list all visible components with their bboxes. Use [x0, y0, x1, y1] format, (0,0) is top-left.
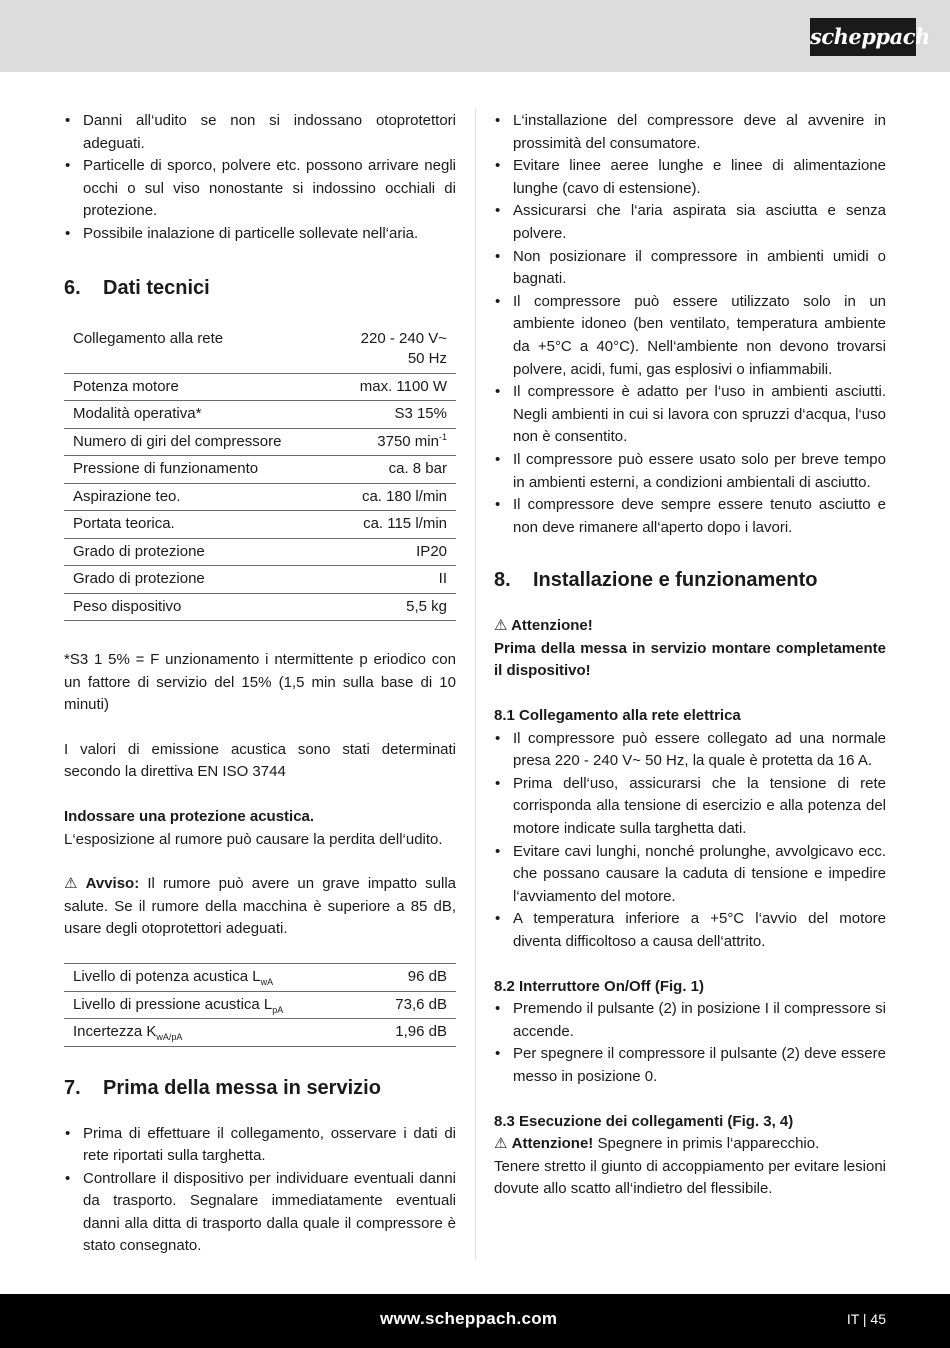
table-row: [64, 1019, 456, 1047]
table-row: [64, 326, 456, 374]
section-number: 6.: [64, 276, 81, 299]
list-item: • L‘installazione del compressore deve al avvenire in prossimità del consumatore.: [494, 110, 886, 155]
list-item: • Prima di effettuare il collegamento, osservare i dati di rete riportati sulla targhetta.: [64, 1123, 456, 1168]
list-item: • Possibile inalazione di particelle sollevate nell‘aria.: [64, 223, 456, 246]
noise-label: [64, 1019, 364, 1047]
spec-label: Aspirazione teo.: [73, 487, 181, 505]
spec-value: max. 1100 W: [359, 377, 447, 395]
section-6-heading: [64, 275, 456, 301]
list-item: • Evitare cavi lunghi, nonché prolunghe, avvolgicavo ecc. che possano causare la caduta di tensione e impedire l‘avviamento del motore.: [494, 841, 886, 909]
left-column: [64, 110, 456, 1258]
attention-text: Prima della messa in servizio montare completamente il dispositivo!: [494, 639, 886, 680]
noise-label-text: Livello di potenza acustica L: [73, 968, 261, 985]
subsection-8-3-text: Tenere stretto il giunto di accoppiamento per evitare lesioni dovute allo scatto all‘indietro del flessibile.: [494, 1157, 886, 1198]
warning-label: Avviso:: [85, 875, 140, 893]
list-item: • Evitare linee aeree lunghe e linee di alimentazione lunghe (cavo di estensione).: [494, 155, 886, 200]
attention-heading: [494, 615, 886, 638]
spec-value-exponent: -1: [438, 431, 447, 442]
warning-text: Il rumore può avere un grave impatto sulla salute. Se il rumore della macchina è superiore a 85 dB, usare degli otoprotettori adeguati.: [64, 875, 456, 938]
noise-warning: [64, 873, 456, 941]
table-row: [64, 566, 456, 594]
operating-mode-footnote: *S3 1 5% = F unzionamento i ntermittente p eriodico con un fattore di servizio del 15% (1,5 min sulla base di 10 minuti): [64, 651, 456, 714]
noise-label-subscript: wA/pA: [156, 1032, 183, 1042]
list-item: • A temperatura inferiore a +5°C l‘avvio del motore diventa difficoltoso a causa dell‘attrito.: [494, 908, 886, 953]
subsection-8-3-attention: [494, 1133, 886, 1156]
spec-label: Numero di giri del compressore: [73, 432, 282, 450]
spec-label: Modalità operativa*: [73, 405, 202, 423]
noise-value: 73,6 dB: [395, 995, 447, 1013]
subsection-8-1-bullet-list: [494, 728, 886, 954]
spec-value-text: 3750 min: [377, 432, 439, 450]
list-item: • Il compressore è adatto per l‘uso in ambienti asciutti. Negli ambienti in cui si lavora con spruzzi d‘acqua, l‘uso non è consentito.: [494, 381, 886, 449]
warning-icon: ⚠: [494, 1135, 508, 1153]
table-row: [64, 456, 456, 484]
table-row: [64, 428, 456, 456]
list-item: • Controllare il dispositivo per individuare eventuali danni da trasporto. Segnalare immediatamente eventuali danni alla ditta di trasporto dalla quale il compressore è stato consegnato.: [64, 1168, 456, 1258]
noise-label-text: Livello di pressione acustica L: [73, 995, 273, 1013]
list-item: • Non posizionare il compressore in ambienti umidi o bagnati.: [494, 246, 886, 291]
noise-value: 1,96 dB: [395, 1023, 447, 1040]
page-number: IT | 45: [846, 1311, 886, 1327]
list-item: • Il compressore può essere usato solo per breve tempo in ambienti esterni, a condizioni ambientali di asciutto.: [494, 449, 886, 494]
subsection-8-2-title: 8.2 Interruttore On/Off (Fig. 1): [494, 977, 705, 995]
spec-value: IP20: [416, 542, 447, 560]
list-item: • Assicurarsi che l‘aria aspirata sia asciutta e senza polvere.: [494, 200, 886, 245]
noise-table: [64, 963, 456, 1047]
list-item: • Prima dell‘uso, assicurarsi che la tensione di rete corrisponda alla tensione di esercizio e alla potenza del motore indicate sulla targhetta dati.: [494, 773, 886, 841]
table-row: [64, 483, 456, 511]
attention-label: Attenzione!: [511, 617, 593, 635]
warning-icon: ⚠: [64, 875, 78, 893]
footer-bar: [0, 1294, 950, 1348]
table-row: [64, 991, 456, 1019]
section-8-heading: [494, 567, 886, 593]
section-title: Dati tecnici: [103, 276, 210, 299]
table-row: [64, 964, 456, 992]
list-item: • Per spegnere il compressore il pulsante (2) deve essere messo in posizione 0.: [494, 1043, 886, 1088]
noise-label-text: Incertezza K: [73, 1023, 157, 1040]
installation-bullet-list: [494, 110, 886, 539]
list-item: • Il compressore può essere utilizzato solo in un ambiente idoneo (ben ventilato, temperatura ambiente da +5°C a 40°C). Nell‘ambiente non devono trovarsi polvere, acidi, fumi, gas esplosivi o infiammabili.: [494, 291, 886, 381]
header-bar: [0, 0, 950, 72]
list-item: • Danni all‘udito se non si indossano otoprotettori adeguati.: [64, 110, 456, 155]
noise-label-subscript: pA: [272, 1004, 284, 1015]
ear-protection-heading: Indossare una protezione acustica.: [64, 808, 315, 826]
section-7-bullet-list: [64, 1123, 456, 1259]
spec-label: Grado di protezione: [73, 570, 205, 588]
spec-label: Peso dispositivo: [73, 597, 182, 615]
section-7-heading: [64, 1075, 456, 1101]
noise-label-subscript: wA: [260, 977, 274, 987]
spec-value: 220 - 240 V~ 50 Hz: [360, 329, 447, 368]
noise-value: 96 dB: [407, 968, 447, 985]
section-title: Installazione e funzionamento: [533, 569, 818, 592]
spec-label: Pressione di funzionamento: [73, 460, 259, 478]
column-divider: [475, 108, 476, 1260]
spec-value: S3 15%: [394, 405, 447, 423]
table-row: [64, 538, 456, 566]
warning-icon: ⚠: [494, 617, 508, 635]
section-title: Prima della messa in servizio: [103, 1076, 381, 1099]
subsection-8-3-title: 8.3 Esecuzione dei collegamenti (Fig. 3, 4): [494, 1112, 794, 1130]
attention-text: Spegnere in primis l‘apparecchio.: [597, 1135, 820, 1153]
section-number: 8.: [494, 569, 511, 592]
spec-value: ca. 180 l/min: [361, 487, 447, 505]
list-item: • Particelle di sporco, polvere etc. possono arrivare negli occhi o sul viso nonostante si indossino occhiali di protezione.: [64, 155, 456, 223]
spec-value: ca. 115 l/min: [363, 515, 447, 533]
section-number: 7.: [64, 1076, 81, 1099]
spec-value: ca. 8 bar: [388, 460, 447, 478]
ear-protection-text: L‘esposizione al rumore può causare la perdita dell‘udito.: [64, 830, 443, 848]
noise-label: [64, 991, 364, 1019]
intro-bullet-list: [64, 110, 456, 246]
list-item: • Premendo il pulsante (2) in posizione I il compressore si accende.: [494, 998, 886, 1043]
table-row: [64, 401, 456, 429]
website-link[interactable]: www.scheppach.com: [380, 1309, 558, 1328]
spec-value: [336, 428, 456, 456]
emission-note: I valori di emissione acustica sono stati determinati secondo la direttiva EN ISO 3744: [64, 740, 456, 781]
specs-table: [64, 326, 456, 622]
subsection-8-1-title: 8.1 Collegamento alla rete elettrica: [494, 707, 741, 725]
right-column: [494, 110, 886, 1201]
brand-logo: scheppach: [810, 18, 916, 56]
table-row: [64, 373, 456, 401]
spec-label: Portata teorica.: [73, 515, 175, 533]
table-row: [64, 593, 456, 621]
table-row: [64, 511, 456, 539]
subsection-8-2-bullet-list: [494, 998, 886, 1088]
list-item: • Il compressore può essere collegato ad una normale presa 220 - 240 V~ 50 Hz, la quale è protetta da 16 A.: [494, 728, 886, 773]
spec-label: Collegamento alla rete: [73, 329, 224, 347]
spec-value: II: [438, 570, 447, 588]
spec-label: Potenza motore: [73, 377, 179, 395]
spec-value: 5,5 kg: [406, 597, 447, 615]
noise-label: [64, 964, 364, 992]
attention-label: Attenzione!: [511, 1135, 594, 1153]
spec-label: Grado di protezione: [73, 542, 205, 560]
list-item: • Il compressore deve sempre essere tenuto asciutto e non deve rimanere all‘aperto dopo i lavori.: [494, 494, 886, 539]
